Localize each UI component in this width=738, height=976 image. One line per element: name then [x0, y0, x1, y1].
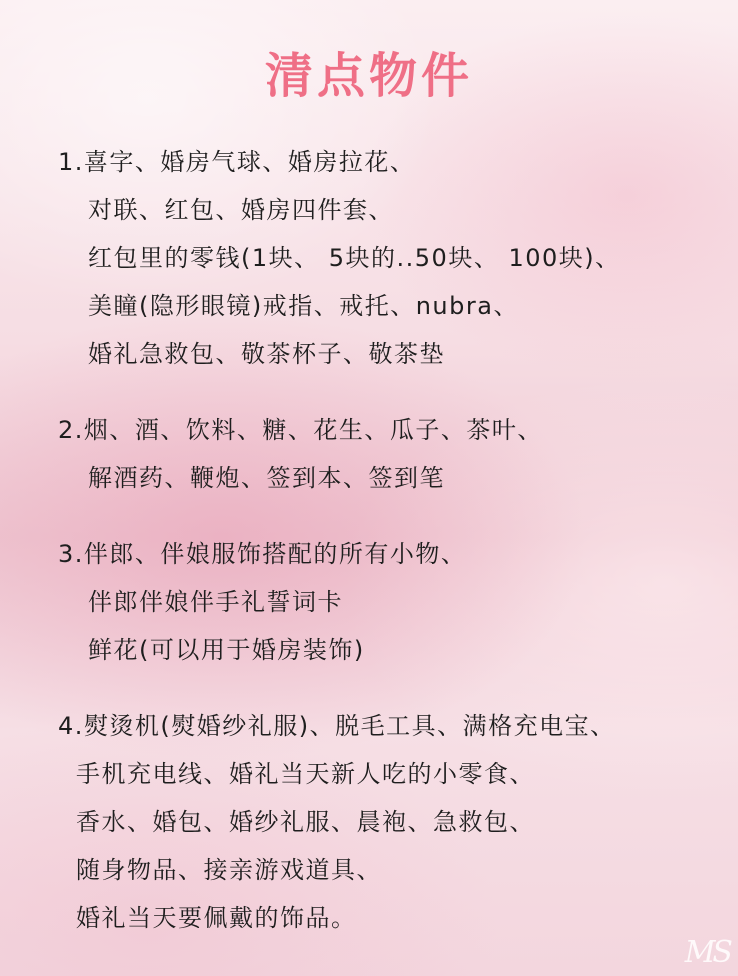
- section-1: [0, 138, 738, 378]
- section-1-line-1: 1.喜字、婚房气球、婚房拉花、: [58, 148, 416, 176]
- section-4: [0, 702, 738, 942]
- section-1-line-4: 美瞳(隐形眼镜)戒指、戒托、nubra、: [88, 292, 519, 320]
- section-4-line-2: 手机充电线、婚礼当天新人吃的小零食、: [76, 760, 535, 788]
- section-4-line-5: 婚礼当天要佩戴的饰品。: [76, 904, 357, 932]
- section-4-line-1: 4.熨烫机(熨婚纱礼服)、脱毛工具、满格充电宝、: [58, 712, 616, 740]
- page-title: 清点物件: [264, 48, 473, 104]
- section-3-line-1: 3.伴郎、伴娘服饰搭配的所有小物、: [58, 540, 467, 568]
- section-4-line-4: 随身物品、接亲游戏道具、: [76, 856, 382, 884]
- section-4-line-3: 香水、婚包、婚纱礼服、晨袍、急救包、: [76, 808, 535, 836]
- checklist: [0, 138, 738, 970]
- section-3: [0, 530, 738, 674]
- section-2-line-2: 解酒药、鞭炮、签到本、签到笔: [88, 464, 445, 492]
- section-1-line-2: 对联、红包、婚房四件套、: [88, 196, 394, 224]
- section-2: [0, 406, 738, 502]
- section-1-line-3: 红包里的零钱(1块、 5块的..50块、 100块)、: [88, 244, 621, 272]
- section-3-line-3: 鲜花(可以用于婚房装饰): [88, 636, 365, 664]
- watermark-logo: MS: [684, 935, 730, 970]
- section-3-line-2: 伴郎伴娘伴手礼誓词卡: [88, 588, 343, 616]
- section-2-line-1: 2.烟、酒、饮料、糖、花生、瓜子、茶叶、: [58, 416, 543, 444]
- section-1-line-5: 婚礼急救包、敬茶杯子、敬茶垫: [88, 340, 445, 368]
